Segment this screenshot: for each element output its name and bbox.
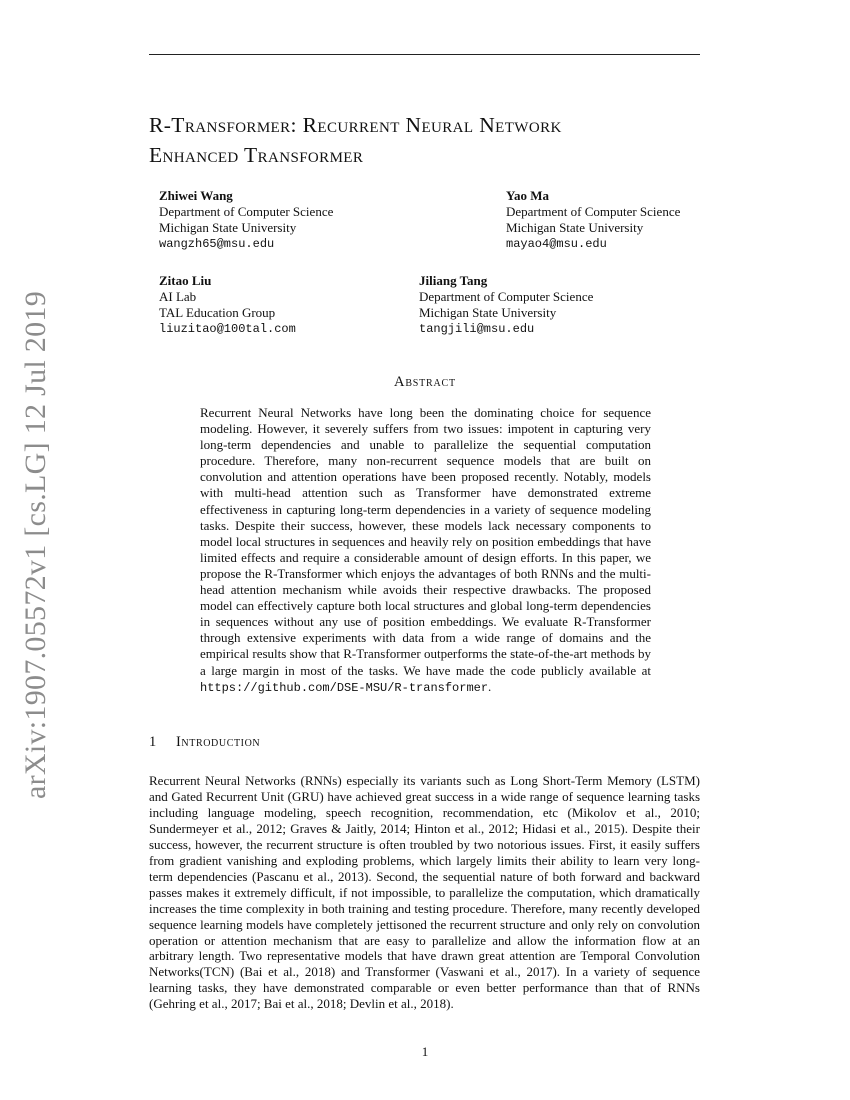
author-email: liuzitao@100tal.com <box>159 322 296 336</box>
author-dept: Department of Computer Science <box>419 289 594 304</box>
section-body: Recurrent Neural Networks (RNNs) especially its variants such as Long Short-Term Memory (LSTM) and Gated Recurrent Unit (GRU) have achieved great success in a wide range of sequence learning tasks including language modeling, speech recognition, recommendation, etc (Mikolov et al., 2010; Sundermeyer et al., 2012; Graves & Jaitly, 2014; Hinton et al., 2012; Hidasi et al., 2015). Despite their success, however, the recurrent structure is often troubled by two notorious issues. First, it easily suffers from gradient vanishing and exploding problems, which largely limits their ability to learn very long-term dependencies (Pascanu et al., 2013). Second, the sequential nature of both forward and backward passes makes it extremely difficult, if not impossible, to parallelize the computation, which dramatically increases the time complexity in both training and testing procedure. Therefore, many recently developed sequence learning models have completely jettisoned the recurrent structure and only rely on convolution operation or attention mechanism that are easy to parallelize and allow the information flow at an arbitrary length. Two representative models that have drawn great attention are Temporal Convolution Networks(TCN) (Bai et al., 2018) and Transformer (Vaswani et al., 2017). In a variety of sequence learning tasks, they have demonstrated comparable or even better performance than that of RNNs (Gehring et al., 2017; Bai et al., 2018; Devlin et al., 2018). <box>149 773 700 1012</box>
paper-title <box>149 110 709 170</box>
author-name: Zhiwei Wang <box>159 188 233 203</box>
title-line-1: R-Transformer: Recurrent Neural Network <box>149 113 562 137</box>
section-number: 1 <box>149 734 157 750</box>
author-email: tangjili@msu.edu <box>419 322 535 336</box>
abstract-end: . <box>488 678 492 694</box>
abstract-text <box>200 405 651 696</box>
arxiv-sidebar <box>0 0 60 1100</box>
author-affiliation: Michigan State University <box>506 220 644 235</box>
author-affiliation: Michigan State University <box>159 220 297 235</box>
section-title: Introduction <box>176 734 261 750</box>
page-number: 1 <box>421 1044 429 1059</box>
abstract-body: Recurrent Neural Networks have long been the dominating choice for sequence modeling. However, it severely suffers from two issues: impotent in capturing very long-term dependencies and unable to parallelize the sequential computation procedure. Therefore, many non-recurrent sequence models that are built on convolution and attention operations have been proposed recently. Notably, models with multi-head attention such as Transformer have demonstrated extreme effectiveness in capturing long-term dependencies in a variety of sequence modeling tasks. Despite their success, however, these models lack necessary components to model local structures in sequences and heavily rely on position embeddings that have limited effects and require a considerable amount of design efforts. In this paper, we propose the R-Transformer which enjoys the advantages of both RNNs and the multi-head attention mechanism while avoids their respective drawbacks. The proposed model can effectively capture both local structures and global long-term dependencies in sequences without any use of position embeddings. We evaluate R-Transformer through extensive experiments with data from a wide range of domains and the empirical results show that R-Transformer outperforms the state-of-the-art methods by a large margin in most of the tasks. We have made the code publicly available at <box>200 405 651 678</box>
top-rule <box>149 54 700 55</box>
abstract-heading: Abstract <box>394 374 456 390</box>
author-name: Zitao Liu <box>159 273 212 288</box>
author-dept: Department of Computer Science <box>159 204 334 219</box>
author-affiliation: Michigan State University <box>419 305 557 320</box>
author-name: Jiliang Tang <box>419 273 488 288</box>
author-name: Yao Ma <box>506 188 549 203</box>
author-block <box>506 188 680 252</box>
title-line-2: Enhanced Transformer <box>149 143 364 167</box>
code-link[interactable]: https://github.com/DSE-MSU/R-transformer <box>200 680 489 695</box>
arxiv-stamp: arXiv:1907.05572v1 [cs.LG] 12 Jul 2019 <box>19 290 52 800</box>
author-email: mayao4@msu.edu <box>506 237 607 251</box>
author-dept: AI Lab <box>159 289 197 304</box>
author-email: wangzh65@msu.edu <box>159 237 275 251</box>
author-block <box>419 273 593 337</box>
author-block <box>159 188 333 252</box>
section-heading <box>149 734 260 751</box>
author-dept: Department of Computer Science <box>506 204 681 219</box>
author-affiliation: TAL Education Group <box>159 305 276 320</box>
author-block <box>159 273 296 337</box>
